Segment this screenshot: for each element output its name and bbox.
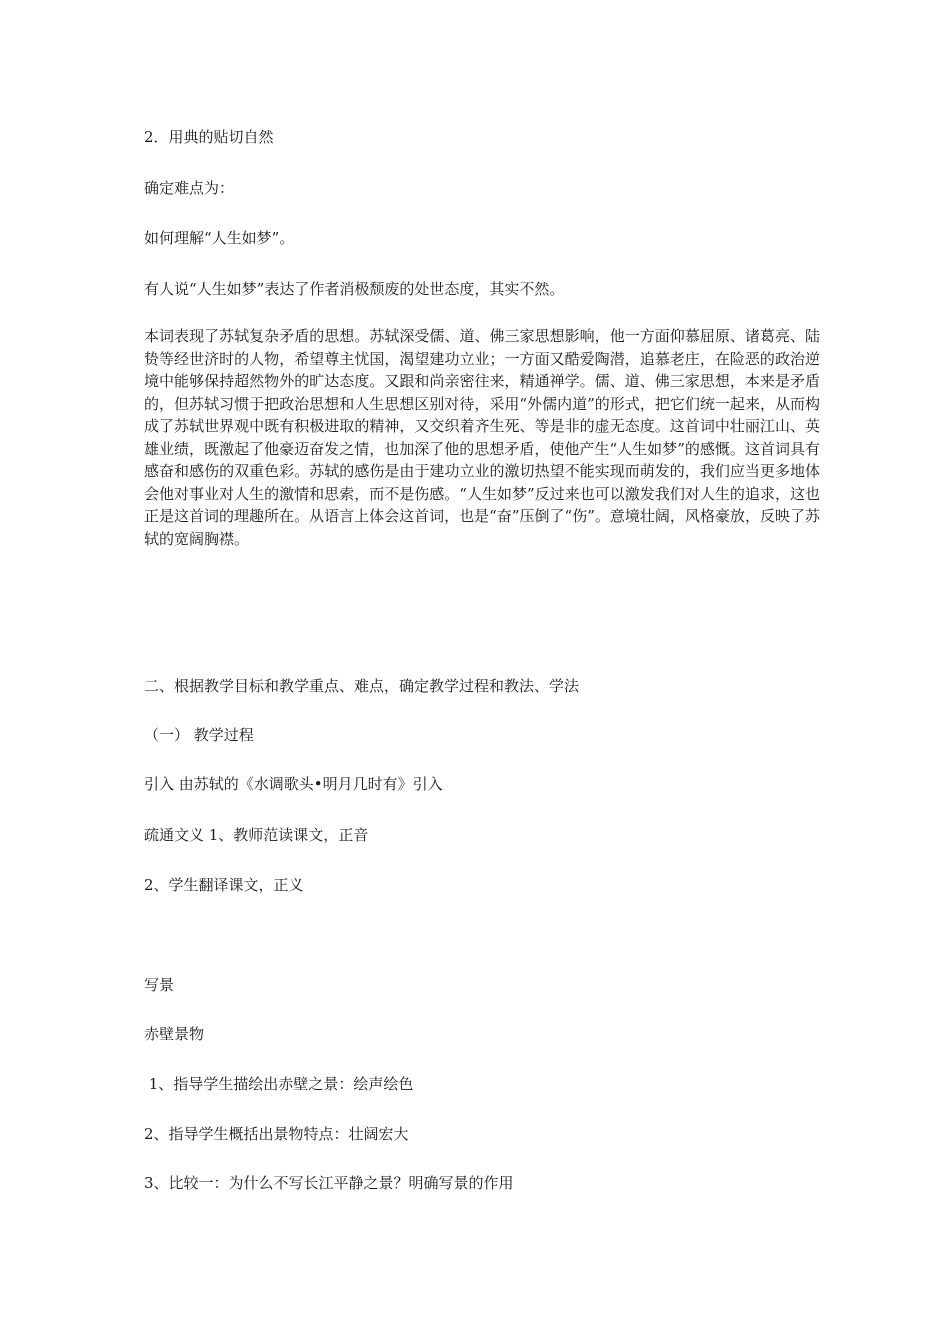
heading-allusion-point: 2．用典的贴切自然 xyxy=(144,128,274,146)
subsection-heading: （一） 教学过程 xyxy=(144,726,254,744)
difficulty-label: 确定难点为： xyxy=(144,179,235,197)
scenery-subheading: 赤壁景物 xyxy=(144,1025,205,1043)
section-heading: 二、根据教学目标和教学重点、难点，确定教学过程和教法、学法 xyxy=(144,677,580,695)
step-line: 2、指导学生概括出景物特点：壮阔宏大 xyxy=(144,1125,409,1143)
scenery-heading: 写景 xyxy=(144,976,175,994)
intro-line: 引入 由苏轼的《水调歌头•明月几时有》引入 xyxy=(144,775,443,793)
step-line: 2、学生翻译课文，正义 xyxy=(144,876,304,894)
difficulty-question: 如何理解“人生如梦”。 xyxy=(144,229,295,247)
step-line: 3、比较一：为什么不写长江平静之景？明确写景的作用 xyxy=(144,1174,514,1192)
step-line: 1、指导学生描绘出赤壁之景：绘声绘色 xyxy=(144,1075,414,1093)
main-paragraph: 本词表现了苏轼复杂矛盾的思想。苏轼深受儒、道、佛三家思想影响，他一方面仰慕屈原、诸葛亮、陆贽等经世济时的人物，希望尊主忧国，渴望建功立业；一方面又酷爱陶潜，追慕老庄，在险恶的政治逆境中能够保持超然物外的旷达态度。又跟和尚亲密往来，精通禅学。儒、道、佛三家思想，本来是矛盾的，但苏轼习惯于把政治思想和人生思想区别对待，采用“外儒内道”的形式，把它们统一起来，从而构成了苏轼世界观中既有积极进取的精神，又交织着齐生死、等是非的虚无态度。这首词中壮丽江山、英雄业绩，既激起了他豪迈奋发之情，也加深了他的思想矛盾，使他产生“人生如梦”的感慨。这首词具有感奋和感伤的双重色彩。苏轼的感伤是由于建功立业的激切热望不能实现而萌发的，我们应当更多地体会他对事业对人生的激情和思索，而不是伤感。“人生如梦”反过来也可以激发我们对人生的追求，这也正是这首词的理趣所在。从语言上体会这首词，也是“奋”压倒了“伤”。意境壮阔，风格豪放，反映了苏轼的宽阔胸襟。 xyxy=(144,327,820,548)
opinion-line: 有人说“人生如梦”表达了作者消极颓废的处世态度，其实不然。 xyxy=(144,280,565,298)
step-line: 疏通文义 1、教师范读课文，正音 xyxy=(144,826,369,844)
